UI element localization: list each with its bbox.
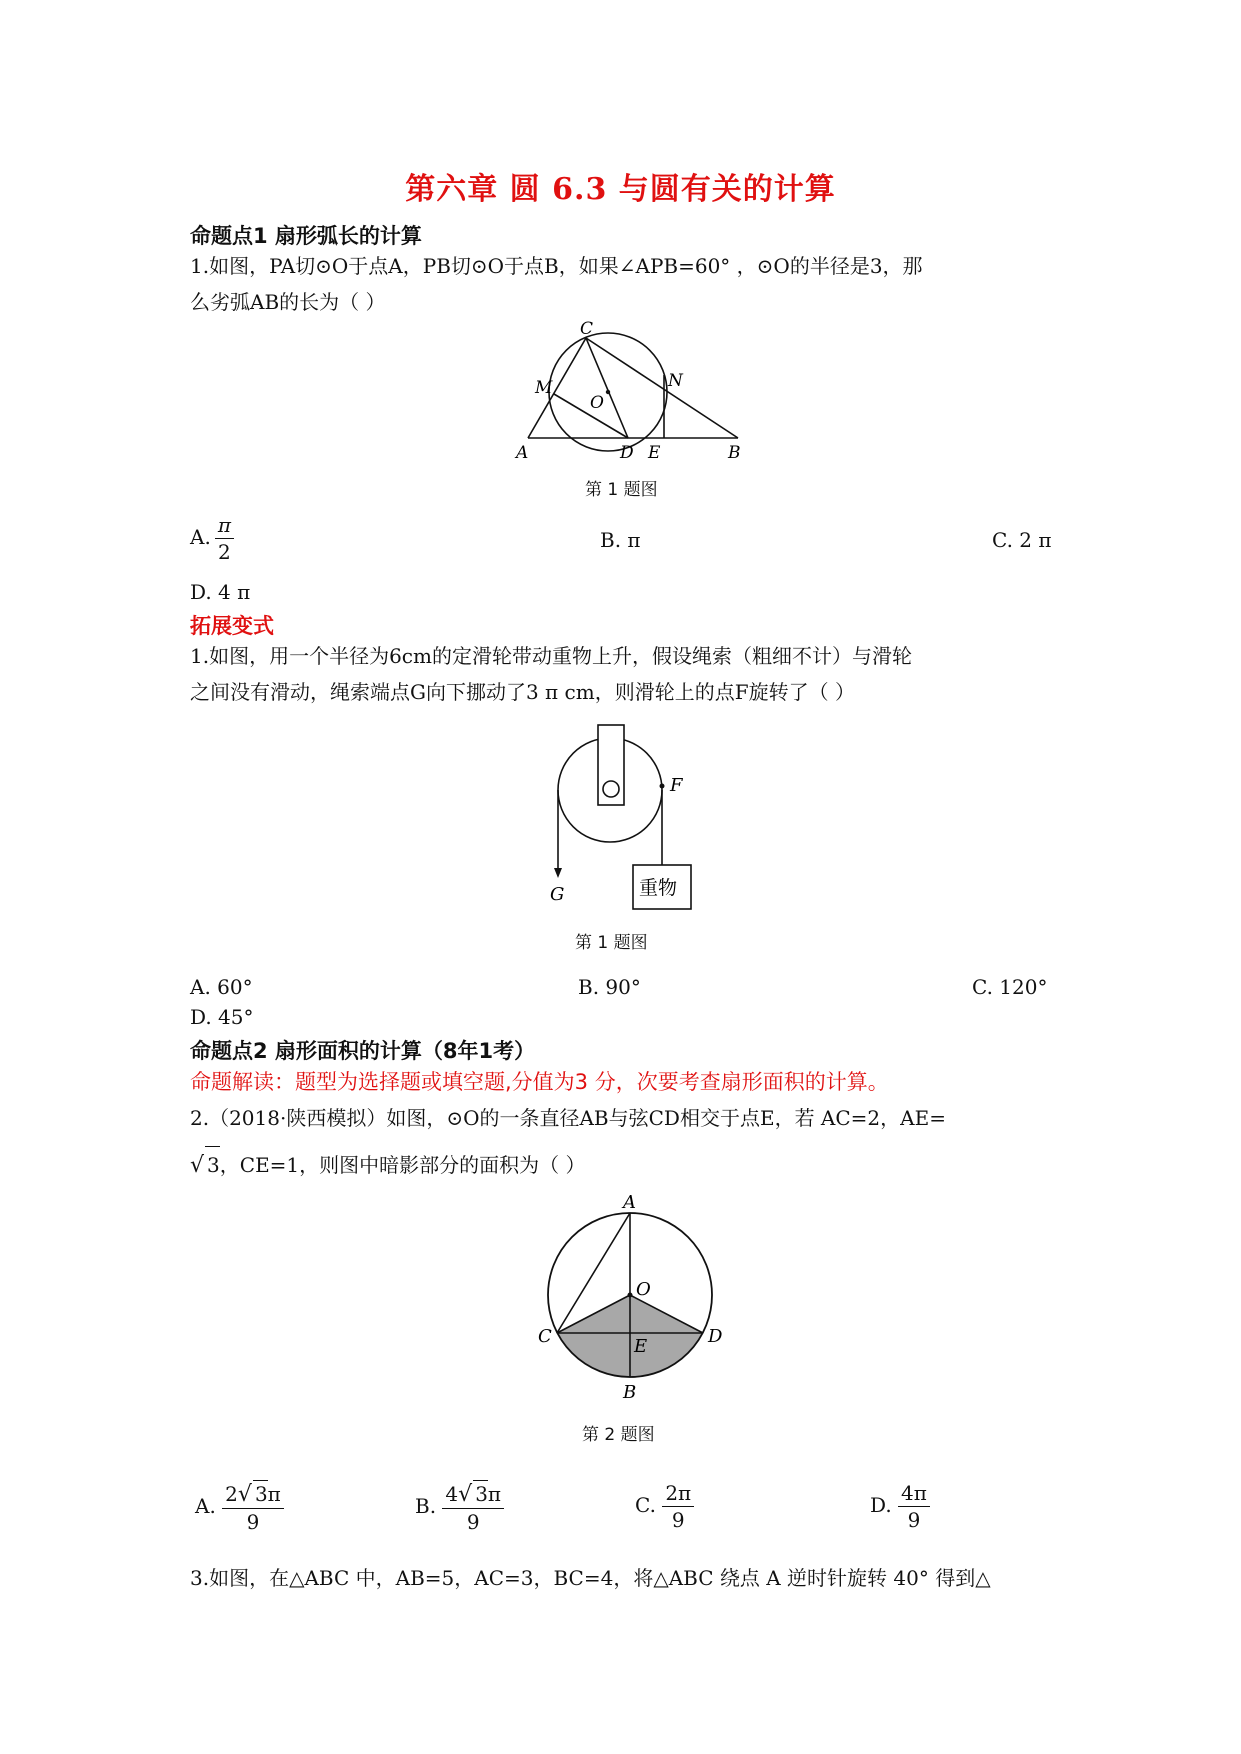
- pulley-label-f: F: [670, 775, 683, 796]
- ext-option-a[interactable]: A. 60°: [190, 975, 253, 999]
- fig2-label-c: C: [538, 1326, 552, 1347]
- figure-pulley: [535, 720, 715, 920]
- q2-option-d[interactable]: D. $\frac{4\pi}{9}$: [870, 1480, 930, 1533]
- ext-option-b[interactable]: B. 90°: [578, 975, 641, 999]
- figure-2-shaded-sector: [530, 1190, 730, 1415]
- section2-heading: 命题点2 扇形面积的计算（8年1考）: [190, 1039, 536, 1063]
- q2-text-line2: √ 3，CE=1，则图中暗影部分的面积为（ ）: [190, 1146, 586, 1184]
- ext-q-text-line1: 1.如图，用一个半径为6cm的定滑轮带动重物上升，假设绳索（粗细不计）与滑轮: [190, 644, 912, 668]
- fig1-label-c: C: [580, 320, 594, 339]
- fig1-label-o: O: [590, 393, 604, 413]
- q1-option-a[interactable]: A. $\frac{\pi}{2}$: [190, 512, 234, 565]
- section2-reading: 命题解读：题型为选择题或填空题,分值为3 分，次要考查扇形面积的计算。: [190, 1070, 889, 1094]
- figure-1-circle-triangle: [500, 320, 760, 465]
- ext-option-c[interactable]: C. 120°: [972, 975, 1048, 999]
- figure-2-caption: 第 2 题图: [582, 1425, 655, 1445]
- fig1-label-d: D: [620, 443, 634, 463]
- q1-text-line2: 么劣弧AB的长为（ ）: [190, 290, 386, 314]
- page-title: 第六章 圆 6.3 与圆有关的计算: [405, 172, 836, 207]
- fig2-label-o: O: [636, 1279, 651, 1300]
- fig1-label-a: A: [516, 443, 529, 463]
- q3-text-line1: 3.如图，在△ABC 中，AB=5，AC=3，BC=4，将△ABC 绕点 A 逆时针旋转 40° 得到△: [190, 1566, 991, 1590]
- q1-text-line1: 1.如图，PA切⊙O于点A，PB切⊙O于点B，如果∠APB=60° ，⊙O的半径是3，那: [190, 254, 923, 278]
- fig1-label-n: N: [668, 371, 683, 391]
- q2-option-b[interactable]: B. $\frac{4√ 3\pi}{9}$: [415, 1480, 504, 1535]
- pulley-weight-label: 重物: [639, 877, 678, 899]
- pulley-label-g: G: [550, 884, 565, 905]
- fig1-label-m: M: [535, 378, 553, 398]
- extension-heading: 拓展变式: [190, 614, 274, 638]
- q2-text-line1: 2.（2018·陕西模拟）如图，⊙O的一条直径AB与弦CD相交于点E，若 AC=2，AE=: [190, 1106, 946, 1130]
- q1-option-c[interactable]: C. 2 π: [992, 528, 1052, 552]
- fig1-label-b: B: [728, 443, 741, 463]
- fig2-label-e: E: [634, 1336, 648, 1357]
- q1-option-d[interactable]: D. 4 π: [190, 580, 251, 604]
- ext-q-text-line2: 之间没有滑动，绳索端点G向下挪动了3 π cm，则滑轮上的点F旋转了（ ）: [190, 680, 855, 704]
- q2-option-a[interactable]: A. $\frac{2√ 3\pi}{9}$: [195, 1480, 284, 1535]
- figure-pulley-caption: 第 1 题图: [575, 933, 648, 953]
- q1-option-b[interactable]: B. π: [600, 528, 641, 552]
- fig2-label-a: A: [623, 1192, 636, 1213]
- q2-option-c[interactable]: C. $\frac{2\pi}{9}$: [635, 1480, 694, 1533]
- section1-heading: 命题点1 扇形弧长的计算: [190, 224, 422, 248]
- fig2-label-d: D: [708, 1326, 723, 1347]
- figure-1-caption: 第 1 题图: [585, 480, 658, 500]
- ext-option-d[interactable]: D. 45°: [190, 1005, 254, 1029]
- fig2-label-b: B: [623, 1382, 637, 1403]
- fig1-label-e: E: [648, 443, 661, 463]
